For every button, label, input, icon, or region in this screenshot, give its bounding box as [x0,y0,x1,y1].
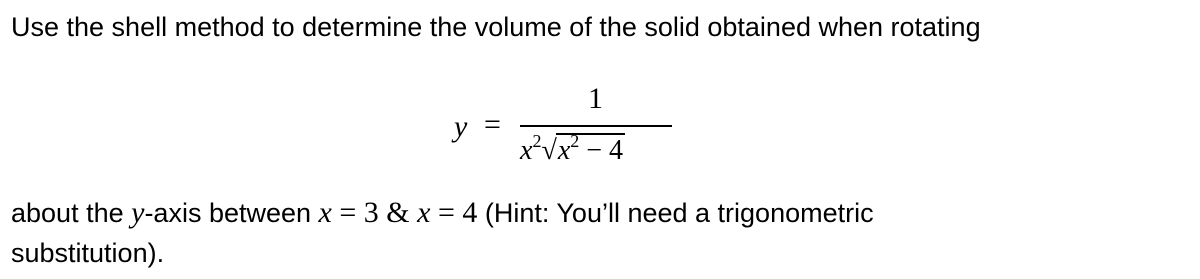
hint-continuation-text: substitution). [11,238,165,268]
function-equation [454,82,694,174]
problem-bounds-text [11,196,874,230]
about-text: about the [11,198,132,228]
lower-bound-value: = 3 [331,196,387,229]
upper-bound-value: = 4 [430,196,485,229]
ampersand: & [386,196,418,229]
upper-bound-var: x [417,196,431,229]
fraction-denominator [520,133,625,167]
radicand-minus: − [586,135,603,166]
lower-bound-var: x [318,196,332,229]
hint-text: (Hint: You’ll need a trigonometric [484,198,874,228]
equation-lhs-y: y [454,110,468,143]
fraction-numerator: 1 [588,82,603,115]
radicand-constant: 4 [609,135,624,166]
equation-equals-sign: = [484,108,501,141]
radical-sign: √ [541,135,557,166]
radicand [556,133,625,165]
axis-variable: y [131,196,145,229]
den-x: x [520,135,533,166]
axis-text: -axis between [144,198,319,228]
radicand-x: x [557,135,571,166]
den-x-exponent: 2 [532,131,542,151]
problem-intro-text: Use the shell method to determine the volume of the solid obtained when rotating [11,12,981,42]
radicand-exponent: 2 [570,131,580,151]
fraction-bar [520,125,672,127]
